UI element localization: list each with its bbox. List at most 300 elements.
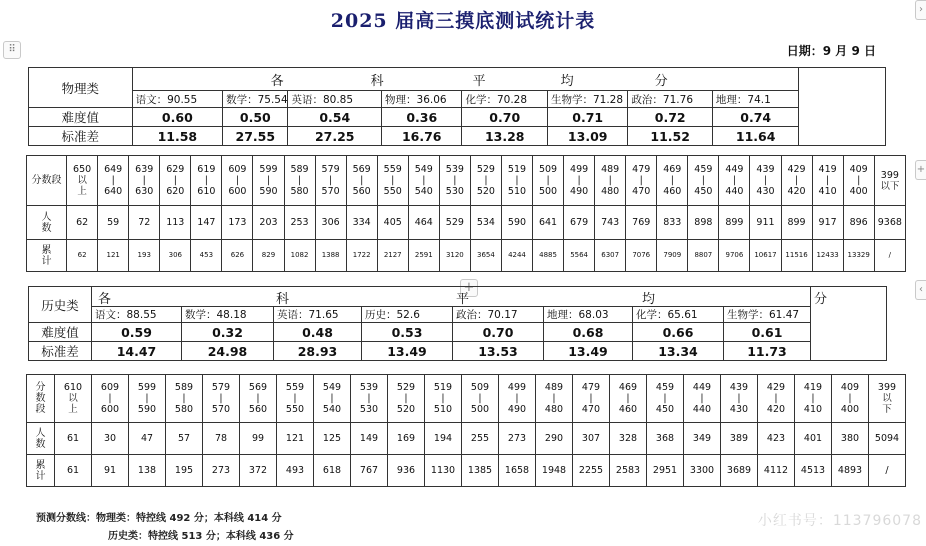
range-separator: | bbox=[182, 393, 186, 404]
range-bound: 540 bbox=[414, 186, 433, 197]
chevron-icon[interactable]: ‹ bbox=[915, 280, 926, 300]
range-separator: | bbox=[235, 175, 240, 186]
range-bound: 529 bbox=[476, 164, 495, 175]
score-range-cell bbox=[425, 375, 462, 423]
count-cell: 5094 bbox=[869, 423, 906, 455]
std-value: 13.49 bbox=[544, 342, 633, 361]
std-value: 13.53 bbox=[453, 342, 544, 361]
range-bound: 600 bbox=[100, 404, 120, 415]
cumulative-cell: 7076 bbox=[626, 240, 657, 272]
range-bound: 下 bbox=[882, 404, 892, 415]
range-bound: 420 bbox=[766, 404, 786, 415]
cumulative-cell: 4112 bbox=[758, 455, 795, 487]
count-cell: 679 bbox=[564, 206, 595, 240]
range-bound: 530 bbox=[359, 404, 379, 415]
range-bound: 470 bbox=[581, 404, 601, 415]
cumulative-cell: 138 bbox=[129, 455, 166, 487]
cumulative-cell: 193 bbox=[129, 240, 160, 272]
range-separator: | bbox=[848, 393, 852, 404]
std-value: 13.28 bbox=[462, 127, 547, 146]
difficulty-value: 0.71 bbox=[547, 108, 627, 127]
range-separator: | bbox=[589, 393, 593, 404]
cumulative-cell: 936 bbox=[388, 455, 425, 487]
range-separator: | bbox=[391, 175, 395, 186]
range-bound: 639 bbox=[135, 164, 154, 175]
drag-handle-icon[interactable]: ⠿ bbox=[3, 41, 21, 59]
range-bound: 580 bbox=[174, 404, 194, 415]
range-separator: | bbox=[219, 393, 223, 404]
watermark: 小红书号：113796078 bbox=[757, 513, 922, 529]
avg-header: 各 科 平 均 分 bbox=[92, 287, 811, 307]
difficulty-value: 0.60 bbox=[132, 108, 223, 127]
range-bound: 589 bbox=[174, 382, 194, 393]
category-label: 物理类 bbox=[29, 68, 133, 108]
score-range-cell bbox=[351, 375, 388, 423]
count-cell: 121 bbox=[277, 423, 314, 455]
std-value: 16.76 bbox=[382, 127, 462, 146]
cumulative-cell: 1130 bbox=[425, 455, 462, 487]
cumulative-cell: / bbox=[874, 240, 905, 272]
cumulative-cell: 12433 bbox=[812, 240, 843, 272]
range-bound: 469 bbox=[663, 164, 682, 175]
cumulative-cell: 4885 bbox=[533, 240, 564, 272]
count-cell: 917 bbox=[812, 206, 843, 240]
range-bound: 530 bbox=[445, 186, 464, 197]
cumulative-cell: 121 bbox=[98, 240, 129, 272]
cumulative-cell: 3300 bbox=[684, 455, 721, 487]
count-cell: 899 bbox=[719, 206, 750, 240]
score-range-cell bbox=[314, 375, 351, 423]
range-bound: 460 bbox=[618, 404, 638, 415]
subject-avg: 物理：36.06 bbox=[382, 91, 462, 108]
score-range-cell bbox=[191, 156, 222, 206]
range-separator: | bbox=[204, 175, 208, 186]
cumulative-cell: / bbox=[869, 455, 906, 487]
date-label: 日期：9 月 9 日 bbox=[786, 44, 876, 58]
count-cell: 590 bbox=[501, 206, 532, 240]
cumulative-cell: 3654 bbox=[470, 240, 501, 272]
cumulative-cell: 2951 bbox=[647, 455, 684, 487]
score-range-cell bbox=[98, 156, 129, 206]
count-cell: 898 bbox=[688, 206, 719, 240]
range-bound: 560 bbox=[352, 186, 371, 197]
range-bound: 以 bbox=[68, 393, 78, 404]
cumulative-cell: 195 bbox=[166, 455, 203, 487]
difficulty-value: 0.48 bbox=[274, 323, 362, 342]
range-separator: | bbox=[293, 393, 297, 404]
score-range-cell bbox=[812, 156, 843, 206]
range-bound: 510 bbox=[507, 186, 527, 197]
difficulty-value: 0.53 bbox=[362, 323, 453, 342]
range-separator: | bbox=[577, 175, 581, 186]
score-range-cell bbox=[129, 156, 160, 206]
range-bound: 520 bbox=[476, 186, 495, 197]
count-cell: 78 bbox=[203, 423, 240, 455]
score-range-cell bbox=[536, 375, 573, 423]
range-bound: 509 bbox=[538, 164, 558, 175]
score-range-cell bbox=[610, 375, 647, 423]
range-bound: 540 bbox=[322, 404, 342, 415]
cumulative-cell: 1385 bbox=[462, 455, 499, 487]
count-cell: 125 bbox=[314, 423, 351, 455]
count-cell: 769 bbox=[626, 206, 657, 240]
range-bound: 470 bbox=[632, 186, 651, 197]
range-separator: | bbox=[794, 175, 799, 186]
range-bound: 500 bbox=[538, 186, 558, 197]
difficulty-value: 0.36 bbox=[382, 108, 462, 127]
subject-avg: 生物学：61.47 bbox=[724, 307, 811, 323]
range-bound: 589 bbox=[290, 164, 309, 175]
score-range-cell bbox=[626, 156, 657, 206]
score-range-cell bbox=[573, 375, 610, 423]
range-bound: 以 bbox=[882, 393, 892, 404]
range-bound: 590 bbox=[259, 186, 278, 197]
subject-avg: 英语：80.85 bbox=[288, 91, 382, 108]
count-cell: 62 bbox=[67, 206, 98, 240]
range-separator: | bbox=[552, 393, 556, 404]
count-cell: 464 bbox=[408, 206, 439, 240]
range-bound: 459 bbox=[655, 382, 675, 393]
count-cell: 423 bbox=[758, 423, 795, 455]
cumulative-cell: 3120 bbox=[439, 240, 470, 272]
cumulative-cell: 829 bbox=[253, 240, 284, 272]
difficulty-value: 0.70 bbox=[462, 108, 547, 127]
range-bound: 449 bbox=[725, 164, 744, 175]
count-cell: 147 bbox=[191, 206, 222, 240]
count-cell: 61 bbox=[55, 423, 92, 455]
score-range-cell bbox=[501, 156, 532, 206]
range-separator: | bbox=[478, 393, 482, 404]
cumulative-cell: 4513 bbox=[795, 455, 832, 487]
score-range-cell bbox=[750, 156, 781, 206]
score-range-cell bbox=[67, 156, 98, 206]
std-value: 11.73 bbox=[724, 342, 811, 361]
difficulty-value: 0.74 bbox=[712, 108, 799, 127]
cumulative-cell: 618 bbox=[314, 455, 351, 487]
range-bound: 419 bbox=[818, 164, 837, 175]
range-bound: 429 bbox=[787, 164, 806, 175]
range-bound: 580 bbox=[290, 186, 309, 197]
cumulative-cell: 7909 bbox=[657, 240, 688, 272]
score-range-cell bbox=[240, 375, 277, 423]
range-bound: 409 bbox=[849, 164, 868, 175]
range-bound: 539 bbox=[445, 164, 464, 175]
score-range-cell bbox=[869, 375, 906, 423]
range-separator: | bbox=[266, 175, 271, 186]
cumulative-cell: 11516 bbox=[781, 240, 812, 272]
count-cell: 57 bbox=[166, 423, 203, 455]
cum-label: 累 计 bbox=[27, 240, 67, 272]
cumulative-cell: 4244 bbox=[501, 240, 532, 272]
range-bound: 400 bbox=[840, 404, 860, 415]
range-bound: 469 bbox=[618, 382, 638, 393]
range-separator: | bbox=[330, 393, 334, 404]
range-separator: | bbox=[329, 175, 333, 186]
count-cell: 534 bbox=[470, 206, 501, 240]
cumulative-cell: 6307 bbox=[595, 240, 626, 272]
cum-label: 累 计 bbox=[27, 455, 55, 487]
score-range-cell bbox=[346, 156, 377, 206]
cumulative-cell: 4893 bbox=[832, 455, 869, 487]
score-range-cell bbox=[795, 375, 832, 423]
std-value: 13.34 bbox=[633, 342, 724, 361]
range-bound: 560 bbox=[248, 404, 268, 415]
range-separator: | bbox=[145, 393, 149, 404]
range-separator: | bbox=[111, 175, 115, 186]
cumulative-cell: 372 bbox=[240, 455, 277, 487]
cumulative-cell: 1722 bbox=[346, 240, 377, 272]
count-cell: 307 bbox=[573, 423, 610, 455]
count-cell: 529 bbox=[439, 206, 470, 240]
range-bound: 619 bbox=[197, 164, 216, 175]
range-separator: | bbox=[826, 175, 830, 186]
score-range-cell bbox=[781, 156, 812, 206]
cumulative-cell: 9706 bbox=[719, 240, 750, 272]
range-bound: 400 bbox=[849, 186, 868, 197]
cumulative-cell: 3689 bbox=[721, 455, 758, 487]
range-bound: 510 bbox=[433, 404, 453, 415]
range-bound: 550 bbox=[285, 404, 305, 415]
range-bound: 430 bbox=[729, 404, 749, 415]
count-cell: 59 bbox=[98, 206, 129, 240]
score-range-cell bbox=[166, 375, 203, 423]
std-value: 11.64 bbox=[712, 127, 799, 146]
range-bound: 609 bbox=[228, 164, 247, 175]
cumulative-cell: 306 bbox=[160, 240, 191, 272]
range-bound: 399 bbox=[877, 382, 897, 393]
score-range-cell bbox=[222, 156, 253, 206]
score-range-cell bbox=[129, 375, 166, 423]
count-cell: 203 bbox=[253, 206, 284, 240]
std-value: 24.98 bbox=[182, 342, 274, 361]
range-bound: 430 bbox=[756, 186, 775, 197]
count-cell: 149 bbox=[351, 423, 388, 455]
cumulative-cell: 2591 bbox=[408, 240, 439, 272]
cumulative-cell: 10617 bbox=[750, 240, 781, 272]
range-bound: 559 bbox=[383, 164, 402, 175]
range-bound: 479 bbox=[581, 382, 601, 393]
range-bound: 620 bbox=[166, 186, 185, 197]
std-value: 27.25 bbox=[288, 127, 382, 146]
difficulty-label: 难度值 bbox=[29, 323, 92, 342]
count-cell: 113 bbox=[160, 206, 191, 240]
cumulative-cell: 2255 bbox=[573, 455, 610, 487]
difficulty-label: 难度值 bbox=[29, 108, 133, 127]
range-bound: 489 bbox=[601, 164, 620, 175]
range-bound: 570 bbox=[211, 404, 231, 415]
count-cell: 899 bbox=[781, 206, 812, 240]
count-cell: 368 bbox=[647, 423, 684, 455]
range-bound: 519 bbox=[507, 164, 527, 175]
range-bound: 上 bbox=[77, 186, 87, 197]
range-separator: | bbox=[297, 175, 302, 186]
std-value: 27.55 bbox=[223, 127, 288, 146]
range-bound: 549 bbox=[322, 382, 342, 393]
cumulative-cell: 273 bbox=[203, 455, 240, 487]
range-separator: | bbox=[367, 393, 371, 404]
score-range-cell bbox=[647, 375, 684, 423]
count-cell: 273 bbox=[499, 423, 536, 455]
score-range-cell bbox=[843, 156, 874, 206]
range-separator: | bbox=[360, 175, 364, 186]
difficulty-value: 0.54 bbox=[288, 108, 382, 127]
count-cell: 169 bbox=[388, 423, 425, 455]
range-separator: | bbox=[737, 393, 741, 404]
range-bound: 590 bbox=[137, 404, 157, 415]
score-range-cell bbox=[832, 375, 869, 423]
std-label: 标准差 bbox=[29, 342, 92, 361]
score-range-cell bbox=[721, 375, 758, 423]
range-bound: 549 bbox=[414, 164, 433, 175]
count-cell: 255 bbox=[462, 423, 499, 455]
range-separator: | bbox=[774, 393, 778, 404]
cumulative-cell: 1388 bbox=[315, 240, 346, 272]
count-label: 人 数 bbox=[27, 206, 67, 240]
count-cell: 389 bbox=[721, 423, 758, 455]
physics-average-table bbox=[28, 67, 886, 146]
range-bound: 630 bbox=[135, 186, 154, 197]
range-bound: 410 bbox=[818, 186, 837, 197]
count-cell: 334 bbox=[346, 206, 377, 240]
subject-avg: 政治：70.17 bbox=[453, 307, 544, 323]
score-range-cell bbox=[564, 156, 595, 206]
cumulative-cell: 493 bbox=[277, 455, 314, 487]
score-range-cell bbox=[388, 375, 425, 423]
range-separator: | bbox=[700, 393, 704, 404]
subject-avg: 数学：75.54 bbox=[223, 91, 288, 108]
range-bound: 569 bbox=[248, 382, 268, 393]
difficulty-value: 0.70 bbox=[453, 323, 544, 342]
cumulative-cell: 1948 bbox=[536, 455, 573, 487]
subject-avg: 语文：88.55 bbox=[92, 307, 182, 323]
range-bound: 419 bbox=[803, 382, 823, 393]
range-separator: | bbox=[670, 175, 674, 186]
range-separator: | bbox=[608, 175, 612, 186]
avg-header: 各 科 平 均 分 bbox=[132, 68, 799, 91]
subject-avg: 数学：48.18 bbox=[182, 307, 274, 323]
std-value: 13.09 bbox=[547, 127, 627, 146]
range-bound: 409 bbox=[840, 382, 860, 393]
range-bound: 550 bbox=[383, 186, 402, 197]
score-range-cell bbox=[253, 156, 284, 206]
range-bound: 570 bbox=[321, 186, 340, 197]
range-bound: 489 bbox=[544, 382, 564, 393]
score-range-cell bbox=[758, 375, 795, 423]
range-bound: 420 bbox=[787, 186, 806, 197]
count-cell: 99 bbox=[240, 423, 277, 455]
plus-icon[interactable]: + bbox=[460, 279, 478, 297]
cumulative-cell: 2583 bbox=[610, 455, 647, 487]
score-range-cell bbox=[203, 375, 240, 423]
range-bound: 609 bbox=[100, 382, 120, 393]
count-cell: 896 bbox=[843, 206, 874, 240]
cutoff-note bbox=[36, 509, 282, 524]
cumulative-cell: 91 bbox=[92, 455, 129, 487]
subject-avg: 英语：71.65 bbox=[274, 307, 362, 323]
difficulty-value: 0.68 bbox=[544, 323, 633, 342]
difficulty-value: 0.32 bbox=[182, 323, 274, 342]
range-bound: 以下 bbox=[880, 180, 900, 192]
score-range-cell bbox=[595, 156, 626, 206]
range-bound: 509 bbox=[470, 382, 490, 393]
physics-cutoff: 物理类：特控线 492 分；本科线 414 分 bbox=[96, 513, 282, 524]
range-bound: 499 bbox=[507, 382, 527, 393]
expand-icon[interactable]: › bbox=[915, 0, 926, 20]
score-range-cell bbox=[55, 375, 92, 423]
history-distribution-table bbox=[26, 374, 906, 487]
cumulative-cell: 13329 bbox=[843, 240, 874, 272]
range-separator: | bbox=[763, 175, 768, 186]
category-label: 历史类 bbox=[29, 287, 92, 323]
range-bound: 599 bbox=[259, 164, 278, 175]
subject-avg: 地理：74.1 bbox=[712, 91, 799, 108]
range-bound: 649 bbox=[104, 164, 123, 175]
range-separator: | bbox=[663, 393, 667, 404]
range-bound: 490 bbox=[507, 404, 527, 415]
count-cell: 328 bbox=[610, 423, 647, 455]
range-separator: | bbox=[857, 175, 861, 186]
range-bound: 460 bbox=[663, 186, 682, 197]
score-range-cell bbox=[284, 156, 315, 206]
range-label: 分 数 段 bbox=[27, 375, 55, 423]
range-bound: 399 bbox=[880, 169, 899, 181]
difficulty-value: 0.59 bbox=[92, 323, 182, 342]
score-range-cell bbox=[684, 375, 721, 423]
count-cell: 306 bbox=[315, 206, 346, 240]
score-range-cell bbox=[688, 156, 719, 206]
score-range-cell bbox=[92, 375, 129, 423]
score-range-cell bbox=[160, 156, 191, 206]
range-separator: | bbox=[639, 175, 643, 186]
count-cell: 30 bbox=[92, 423, 129, 455]
score-range-cell bbox=[470, 156, 501, 206]
range-bound: 429 bbox=[766, 382, 786, 393]
score-range-cell bbox=[874, 156, 905, 206]
history-cutoff: 历史类：特控线 513 分；本科线 436 分 bbox=[108, 531, 294, 542]
page-title: 2025 届高三摸底测试统计表 bbox=[330, 10, 596, 32]
score-range-cell bbox=[439, 156, 470, 206]
range-separator: | bbox=[108, 393, 112, 404]
history-average-table bbox=[28, 286, 887, 361]
score-range-cell bbox=[315, 156, 346, 206]
difficulty-value: 0.61 bbox=[724, 323, 811, 342]
range-bound: 480 bbox=[544, 404, 564, 415]
std-value: 11.52 bbox=[628, 127, 712, 146]
score-range-cell bbox=[719, 156, 750, 206]
range-bound: 499 bbox=[570, 164, 589, 175]
cumulative-cell: 5564 bbox=[564, 240, 595, 272]
cumulative-cell: 61 bbox=[55, 455, 92, 487]
count-cell: 173 bbox=[222, 206, 253, 240]
count-cell: 743 bbox=[595, 206, 626, 240]
count-cell: 253 bbox=[284, 206, 315, 240]
subject-avg: 化学：65.61 bbox=[633, 307, 724, 323]
range-separator: | bbox=[811, 393, 815, 404]
range-bound: 490 bbox=[570, 186, 589, 197]
range-bound: 629 bbox=[166, 164, 185, 175]
count-cell: 290 bbox=[536, 423, 573, 455]
range-separator: | bbox=[142, 175, 146, 186]
physics-distribution-table bbox=[26, 155, 906, 272]
range-bound: 459 bbox=[694, 164, 713, 175]
add-column-icon[interactable]: + bbox=[915, 160, 926, 180]
score-range-cell bbox=[377, 156, 408, 206]
range-bound: 599 bbox=[137, 382, 157, 393]
score-range-cell bbox=[408, 156, 439, 206]
range-bound: 610 bbox=[63, 382, 83, 393]
range-bound: 479 bbox=[632, 164, 651, 175]
subject-avg: 生物学：71.28 bbox=[547, 91, 627, 108]
